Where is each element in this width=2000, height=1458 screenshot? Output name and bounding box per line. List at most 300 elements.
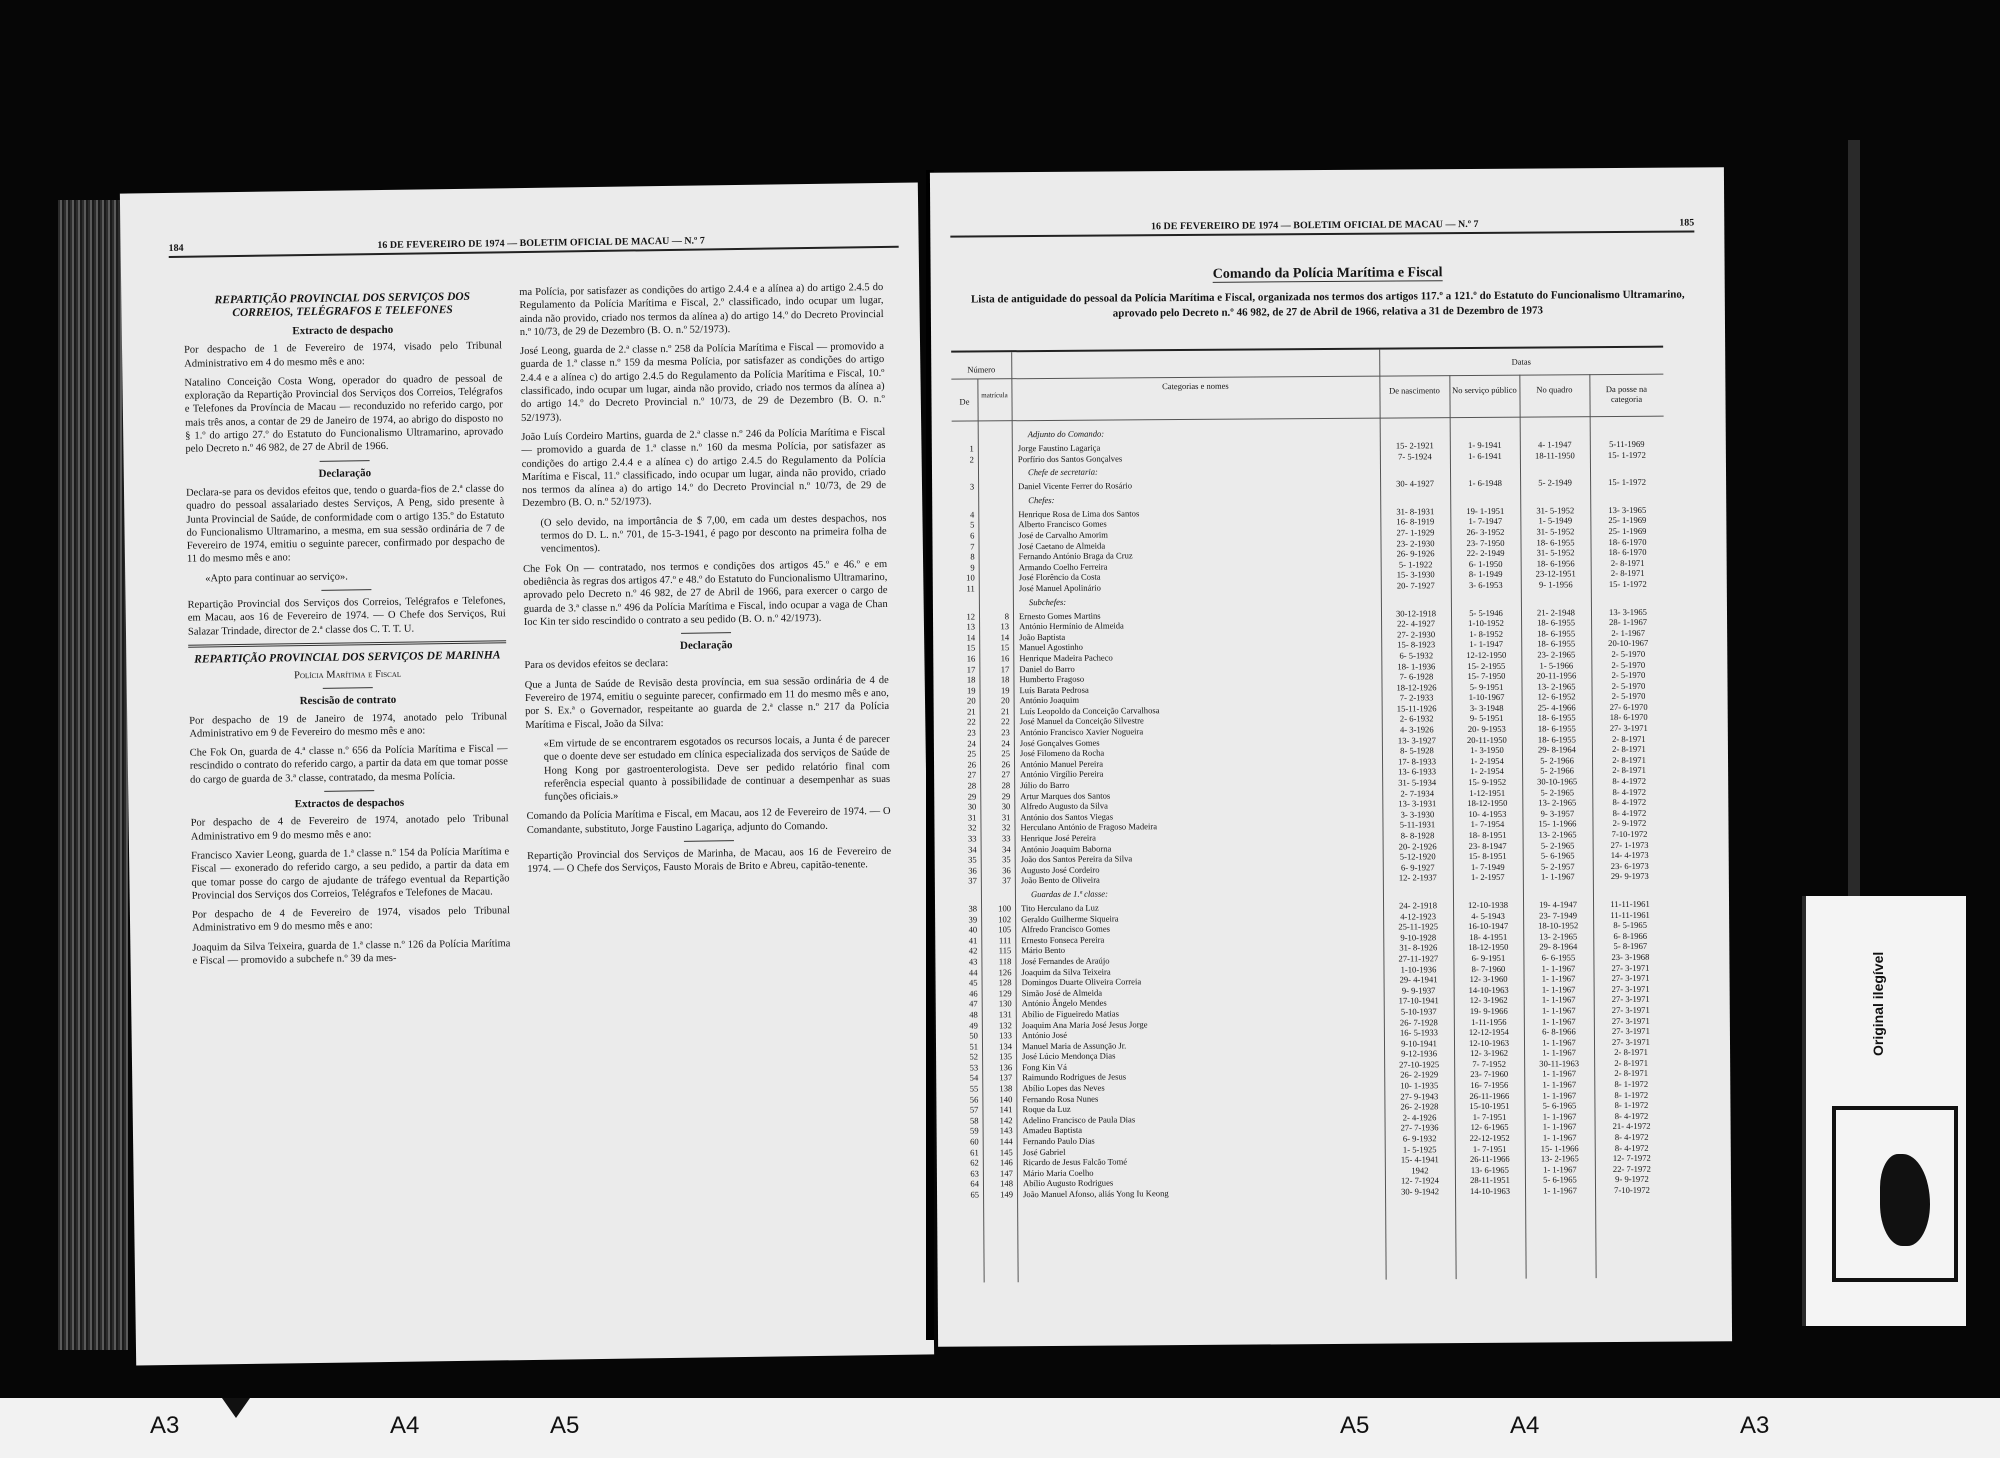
table-cell-d3: 19- 4-1947 [1539, 899, 1578, 910]
table-cell-a: 6 [970, 530, 975, 541]
table-cell-d4: 5- 8-1967 [1613, 941, 1648, 952]
table-cell-d4: 7-10-1972 [1611, 828, 1648, 840]
table-cell-d2: 7- 7-1952 [1472, 1058, 1507, 1069]
heading-declaracao: Declaração [318, 466, 372, 480]
table-cell-d3: 4- 1-1947 [1537, 439, 1572, 450]
table-cell-b: 144 [999, 1136, 1013, 1147]
table-cell-b [978, 454, 1012, 465]
table-cell-a: 29 [967, 791, 977, 802]
table-cell-name: Henrique Madeira Pacheco [1019, 652, 1113, 664]
table-cell-b: 20 [1000, 695, 1010, 706]
table-cell-name: José Fernandes de Araújo [1021, 955, 1110, 967]
table-cell-d1: 10- 1-1935 [1400, 1080, 1439, 1091]
table-cell-d3: 18-10-1952 [1538, 920, 1579, 931]
left-running-head [169, 233, 899, 258]
table-cell-name: Abílio de Figueiredo Matias [1021, 1008, 1119, 1020]
table-cell-a: 25 [967, 748, 977, 759]
table-cell-d2: 8- 1-1949 [1468, 569, 1503, 580]
table-cell-a: 35 [968, 854, 977, 865]
table-cell-b [978, 509, 1012, 520]
table-cell-d4: 20-10-1967 [1608, 638, 1649, 649]
table-cell-d1: 5-10-1937 [1400, 1006, 1437, 1017]
left-column-2 [519, 281, 891, 883]
table-cell-d1: 31- 5-1934 [1398, 777, 1437, 788]
table-cell-name: Adelino Francisco de Paula Dias [1022, 1114, 1136, 1126]
table-cell-name: António Manuel Pereira [1020, 758, 1104, 770]
table-cell-d2: 22- 2-1949 [1466, 547, 1505, 559]
table-cell-d2: 19- 9-1966 [1469, 1005, 1508, 1016]
table-cell-b: 19 [1000, 684, 1010, 695]
table-cell-d2: 12-10-1963 [1468, 1037, 1510, 1048]
table-cell-a: 34 [968, 844, 977, 855]
table-cell-b: 16 [1000, 653, 1010, 664]
table-cell-d1: 30-12-1918 [1395, 607, 1437, 619]
table-cell-d3: 1- 1-1967 [1542, 1111, 1577, 1122]
table-cell-d2: 3- 3-1948 [1469, 702, 1504, 713]
heading-extracto: Extracto de despacho [292, 323, 394, 338]
left-page-number: 184 [168, 242, 184, 254]
table-cell-a: 63 [970, 1168, 979, 1179]
table-cell-d3: 5- 6-1965 [1543, 1174, 1577, 1185]
table-cell-a: 11 [966, 583, 975, 594]
table-cell-d4: 8- 4-1972 [1614, 1142, 1649, 1153]
table-cell-b [978, 520, 1012, 531]
table-cell-d4: 5-11-1969 [1609, 438, 1645, 450]
table-cell-a: 32 [967, 822, 977, 833]
table-cell-d3: 5- 2-1957 [1540, 861, 1575, 872]
table-cell-d1: 30- 9-1942 [1401, 1186, 1440, 1197]
table-cell-b: 32 [1001, 822, 1011, 833]
table-cell-d2: 23- 8-1947 [1468, 840, 1507, 851]
table-cell-d4: 13- 3-1965 [1608, 504, 1647, 515]
table-cell-d3: 13- 2-1965 [1538, 829, 1577, 840]
table-cell-d4: 2- 5-1970 [1611, 648, 1646, 659]
table-cell-b: 128 [998, 977, 1012, 988]
table-cell-d3: 13- 2-1965 [1539, 931, 1578, 942]
table-cell-d2: 18- 4-1951 [1469, 931, 1508, 942]
table-cell-d2: 20-11-1950 [1466, 734, 1507, 745]
header-posse: Da posse na categoria [1605, 383, 1648, 405]
table-cell-name: Mário Bento [1021, 945, 1066, 956]
table-cell-d3: 1- 1-1967 [1541, 1015, 1576, 1027]
table-cell-b: 24 [1001, 737, 1010, 748]
table-cell-d4: 2- 8-1971 [1612, 744, 1646, 755]
table-cell-d1: 27-11-1927 [1398, 953, 1439, 964]
table-cell-a: 36 [968, 865, 977, 876]
paragraph: (O selo devido, na importância de $ 7,00, em cada um destes despachos, nos termos do D. L. n.º 701, de 15-3-1941, é pago por desconto na primeira folha de vencimentos). [540, 512, 887, 556]
table-cell-d4: 2- 5-1970 [1611, 691, 1646, 702]
paragraph: Declara-se para os devidos efeitos que, tendo o guarda-fios de 2.ª classe do quadro do pessoal assalariado destes Serviços, A Peng, sido presente à Junta Provincial de Saúde, de conformidade com o artigo 135.º do Estatuto do Funcionalismo Ultramarino, a mesma, em sua sessão ordinária de 7 de Fevereiro de 1974, emitiu o seguinte parecer, confirmado por despacho de 11 do mesmo mês e ano: [185, 483, 505, 566]
table-cell-d2: 1-11-1956 [1471, 1016, 1507, 1027]
table-cell-d4: 6- 8-1966 [1613, 930, 1648, 941]
table-cell-d2: 23- 7-1950 [1466, 537, 1505, 548]
table-cell-d3: 1- 1-1967 [1541, 994, 1576, 1005]
table-cell-d1: 18-12-1926 [1396, 681, 1437, 693]
table-cell-name: Humberto Fragoso [1019, 673, 1085, 685]
table-cell-a: 4 [969, 509, 975, 520]
table-cell-d2: 1- 2-1954 [1470, 766, 1504, 777]
table-cell-d3: 1- 1-1967 [1542, 1132, 1577, 1143]
table-cell-a: 26 [967, 759, 977, 770]
table-cell-a: 31 [967, 812, 977, 823]
table-cell-name: Alfredo Francisco Gomes [1021, 923, 1111, 935]
table-cell-name: Fong Kin Vá [1022, 1061, 1067, 1073]
table-cell-d1: 27- 2-1930 [1397, 628, 1436, 640]
table-cell-a: 16 [966, 653, 976, 664]
table-cell-a: 10 [966, 572, 975, 583]
table-cell-d3: 15- 1-1966 [1538, 818, 1577, 829]
table-cell-name: Simão José de Almeida [1021, 987, 1103, 998]
table-cell-a: 2 [969, 454, 974, 465]
table-cell-b [978, 481, 1012, 492]
table-cell-name: Daniel do Barro [1019, 663, 1075, 674]
header-ordem: De [959, 396, 970, 407]
paragraph: Natalino Conceição Costa Wong, operador do quadro de pessoal de exploração da Repartição Provincial dos Serviços dos Correios, Telégrafos e Telefones da Província de Macau — reconduzido no referido cargo, por mais três anos, a contar de 29 de Janeiro de 1974, ao abrigo do disposto no § 1.º do artigo 27.º do Estatuto do Funcionalismo Ultramarino, aprovado pelo Decreto n.º 46 982, de 27 de Abril de 1966. [184, 373, 504, 456]
table-cell-d2: 9- 5-1951 [1469, 713, 1504, 724]
table-cell-d4: 11-11-1961 [1610, 898, 1650, 910]
table-cell-b: 136 [999, 1062, 1013, 1073]
table-cell-d3: 18- 6-1955 [1537, 712, 1576, 724]
table-cell-a: 65 [970, 1189, 980, 1200]
quote: «Apto para continuar ao serviço». [205, 571, 348, 585]
table-cell-d3: 6- 8-1966 [1542, 1026, 1576, 1037]
table-cell-a: 49 [969, 1019, 978, 1031]
table-cell-a: 30 [967, 801, 977, 812]
table-cell-name: João Bento de Oliveira [1020, 874, 1100, 886]
table-cell-a: 19 [966, 685, 976, 696]
table-cell-a: 15 [966, 642, 976, 653]
table-cell-b: 105 [998, 924, 1012, 935]
table-cell-d1: 4-12-1923 [1400, 910, 1437, 922]
table-cell-a: 57 [969, 1104, 979, 1115]
table-cell-a: 59 [969, 1125, 979, 1136]
table-cell-d1: 13- 6-1933 [1398, 766, 1437, 777]
table-cell-a: 52 [969, 1051, 979, 1062]
film-mark: A4 [1510, 1412, 1540, 1439]
right-page-number: 185 [1679, 217, 1695, 229]
left-column-1 [183, 286, 511, 974]
film-marker-triangle [222, 1398, 250, 1418]
table-cell-d2: 16-10-1947 [1468, 920, 1509, 932]
group-title: Guardas de 1.ª classe: [1030, 888, 1108, 900]
table-cell-name: Domingos Duarte Oliveira Correia [1021, 976, 1142, 988]
table-cell-d4: 8- 4-1972 [1612, 807, 1647, 818]
table-cell-d1: 17- 8-1933 [1398, 756, 1437, 767]
table-cell-name: Porfírio dos Santos Gonçalves [1017, 453, 1123, 464]
header-matricula: matrícula [981, 391, 1008, 400]
table-cell-d4: 2- 5-1970 [1611, 669, 1646, 681]
table-cell-b [979, 583, 1013, 594]
table-cell-a: 22 [967, 716, 976, 728]
table-cell-d2: 14-10-1963 [1469, 1185, 1511, 1197]
table-cell-d2: 15- 7-1950 [1467, 670, 1506, 682]
table-cell-d4: 27- 1-1973 [1610, 839, 1649, 850]
table-cell-b: 102 [998, 913, 1012, 924]
heading-rescisao: Rescisão de contrato [299, 694, 397, 708]
table-cell-name: Ricardo de Jesus Falcão Tomé [1022, 1156, 1128, 1168]
table-cell-a: 18 [966, 674, 976, 685]
table-cell-a: 53 [969, 1062, 979, 1073]
table-cell-d1: 18- 1-1936 [1397, 660, 1436, 672]
table-cell-d4: 8- 4-1972 [1612, 797, 1647, 808]
table-cell-d2: 1- 9-1941 [1467, 439, 1502, 451]
table-cell-d3: 23- 7-1949 [1539, 909, 1578, 921]
table-cell-d3: 1- 5-1949 [1538, 515, 1573, 526]
table-cell-name: Augusto José Cordeiro [1020, 864, 1100, 875]
table-cell-d4: 15- 1-1972 [1607, 449, 1646, 460]
table-cell-name: Artur Marques dos Santos [1020, 790, 1111, 801]
table-cell-b: 33 [1001, 833, 1011, 844]
group-title: Chefes: [1028, 494, 1055, 505]
table-cell-d1: 9- 9-1937 [1401, 984, 1436, 996]
table-cell-d1: 7- 6-1928 [1399, 671, 1434, 682]
film-mark: A5 [1340, 1412, 1370, 1439]
heading-extractos: Extractos de despachos [294, 796, 405, 811]
table-cell-d1: 27- 1-1929 [1396, 527, 1435, 538]
table-cell-d1: 25-11-1925 [1398, 921, 1439, 932]
table-cell-d1: 27- 9-1943 [1400, 1090, 1439, 1102]
group-title: Chefe de secretaria: [1027, 466, 1098, 478]
subsection-title: Polícia Marítima e Fiscal [293, 668, 402, 682]
table-cell-b: 115 [998, 945, 1012, 956]
table-cell-b: 31 [1001, 812, 1011, 823]
table-cell-a: 61 [970, 1147, 979, 1158]
table-cell-a: 21 [967, 706, 976, 717]
table-cell-d4: 8- 4-1972 [1614, 1131, 1649, 1143]
table-cell-d1: 30- 4-1927 [1396, 478, 1435, 489]
paragraph: Repartição Provincial dos Serviços dos Correios, Telégrafos e Telefones, em Macau, aos 16 de Fevereiro de 1974. — O Chefe dos Serviços, Rui Salazar Trindade, director de 2.ª classe dos C. T. T. U. [187, 595, 506, 638]
table-cell-d4: 13- 3-1965 [1608, 606, 1647, 617]
paragraph: Por despacho de 4 de Fevereiro de 1974, visados pelo Tribunal Administrativo em 9 do mesmo mês e ano: [191, 905, 510, 935]
table-cell-d4: 27- 3-1971 [1611, 972, 1650, 984]
header-categorias: Categorias e nomes [1162, 380, 1229, 392]
divider [321, 589, 371, 591]
paragraph: Comando da Polícia Marítima e Fiscal, em Macau, aos 12 de Fevereiro de 1974. — O Comandante, substituto, Jorge Faustino Lagariça, adjunto do Comando. [526, 806, 891, 836]
paragraph: Francisco Xavier Leong, guarda de 1.ª classe n.º 154 da Polícia Marítima e Fiscal — exonerado do referido cargo, a seu pedido, a partir da data em que tomar posse do cargo de ajudante de tráfego eventual da Repartição Provincial dos Serviços dos Correios, Telégrafos e Telefones de Macau. [191, 846, 510, 902]
table-cell-a: 58 [969, 1115, 979, 1126]
table-cell-b: 149 [1000, 1189, 1014, 1200]
table-cell-d3: 20-11-1956 [1536, 670, 1577, 681]
table-cell-b: 22 [1001, 716, 1010, 727]
table-cell-b: 145 [999, 1146, 1013, 1157]
table-cell-b: 28 [1001, 780, 1011, 791]
table-cell-d4: 18- 6-1970 [1608, 546, 1647, 558]
table-cell-d3: 1- 1-1967 [1542, 1079, 1577, 1090]
table-cell-d3: 18- 6-1955 [1537, 733, 1576, 745]
table-cell-d3: 5- 2-1965 [1540, 786, 1575, 798]
table-cell-d1: 3- 3-1930 [1400, 809, 1435, 820]
table-cell-d1: 15-11-1926 [1396, 703, 1437, 714]
table-cell-b: 35 [1002, 854, 1011, 865]
paragraph: Repartição Provincial dos Serviços de Marinha, de Macau, aos 16 de Fevereiro de 1974. — O Chefe dos Serviços, Fausto Morais de Brito e Abreu, capitão-tenente. [527, 845, 892, 876]
table-cell-a: 60 [970, 1136, 979, 1147]
table-cell-b: 132 [998, 1019, 1012, 1030]
table-cell-b: 15 [1000, 642, 1010, 653]
table-cell-d4: 29- 9-1973 [1610, 871, 1649, 882]
right-running-head [950, 217, 1694, 237]
table-cell-b: 147 [999, 1168, 1013, 1179]
table-cell-d4: 7-10-1972 [1614, 1184, 1650, 1196]
table-cell-d2: 18-12-1950 [1467, 797, 1508, 809]
table-cell-a: 64 [970, 1178, 980, 1189]
film-mark: A5 [550, 1412, 580, 1439]
table-cell-name: Joaquim da Silva Teixeira [1021, 966, 1111, 977]
table-cell-d1: 8- 5-1928 [1400, 745, 1434, 756]
film-mark: A4 [390, 1412, 420, 1439]
table-cell-d4: 27- 3-1971 [1611, 994, 1650, 1005]
table-cell-d1: 22- 4-1927 [1397, 618, 1436, 629]
table-cell-a: 51 [969, 1041, 979, 1052]
table-cell-d2: 5- 9-1951 [1469, 681, 1504, 692]
table-cell-a: 27 [967, 769, 977, 780]
table-cell-name: José Caetano de Almeida [1018, 540, 1106, 551]
paragraph: Che Fok On, guarda de 4.ª classe n.º 656 da Polícia Marítima e Fiscal — rescindido o contrato do referido cargo, a partir da data em que tomar posse do cargo de guarda de 3.ª classe, contratado, da mesma Polícia. [189, 743, 508, 786]
table-cell-d3: 29- 8-1964 [1537, 744, 1576, 755]
table-cell-name: José Lúcio Mendonça Dias [1022, 1050, 1116, 1062]
table-cell-b: 134 [999, 1040, 1013, 1052]
table-cell-name: Ernesto Gomes Martins [1018, 610, 1101, 621]
table-cell-b: 8 [1004, 610, 1010, 621]
table-cell-b: 37 [1002, 875, 1011, 886]
table-cell-d4: 9- 9-1972 [1615, 1174, 1649, 1185]
table-cell-b: 111 [998, 934, 1012, 946]
table-cell-name: José Filomeno da Rocha [1019, 747, 1105, 759]
table-cell-d4: 27- 3-1971 [1611, 962, 1650, 973]
section-title-ctt: REPARTIÇÃO PROVINCIAL DOS SERVIÇOS DOS CORREIOS, TELÉGRAFOS E TELEFONES [214, 290, 471, 320]
table-cell-name: Roque da Luz [1022, 1104, 1071, 1115]
group-title: Adjunto do Comando: [1027, 428, 1105, 440]
paragraph: Por despacho de 19 de Janeiro de 1974, anotado pelo Tribunal Administrativo em 9 de Fevereiro do mesmo mês e ano: [189, 710, 508, 740]
table-cell-a: 55 [969, 1083, 979, 1094]
table-cell-b: 29 [1001, 790, 1011, 801]
table-cell-d2: 1- 7-1954 [1470, 819, 1505, 830]
table-cell-name: António Francisco Xavier Nogueira [1019, 726, 1144, 738]
table-cell-d2: 19- 1-1951 [1466, 505, 1505, 516]
table-cell-name: Fernando Rosa Nunes [1022, 1093, 1099, 1104]
table-cell-d3: 1- 1-1967 [1542, 1121, 1577, 1132]
table-cell-d2: 1- 6-1948 [1468, 477, 1502, 489]
divider [320, 460, 370, 462]
table-cell-a: 50 [969, 1030, 978, 1041]
divider [188, 640, 506, 647]
table-cell-b: 100 [998, 903, 1012, 914]
table-cell-a: 9 [970, 562, 975, 573]
table-cell-name: João Baptista [1019, 631, 1066, 642]
table-cell-b: 34 [1002, 843, 1011, 854]
table-cell-b: 137 [999, 1072, 1013, 1083]
table-cell-d2: 12-12-1950 [1466, 649, 1507, 660]
table-cell-d4: 28- 1-1967 [1609, 616, 1648, 628]
table-cell-d1: 1-10-1936 [1400, 963, 1437, 975]
table-cell-b: 141 [999, 1104, 1013, 1115]
table-cell-name: Joaquim Ana Maria José Jesus Jorge [1021, 1018, 1148, 1030]
table-cell-d3: 31- 5-1952 [1536, 547, 1575, 558]
film-mark: A3 [150, 1412, 180, 1439]
table-cell-d3: 25- 4-1966 [1537, 702, 1576, 713]
list-title: Lista de antiguidade do pessoal da Polícia Marítima e Fiscal, organizada nos termos dos artigos 117.º a 121.º do Estatuto do Funcionalismo Ultramarino, aprovado pelo Decreto n.º 46 982, de 27 de Abril de 1966, relativa a 31 de Dezembro de 1973 [970, 288, 1685, 320]
table-cell-a: 3 [969, 481, 975, 492]
table-cell-d1: 24- 2-1918 [1399, 900, 1438, 911]
divider [323, 687, 373, 689]
table-cell-d4: 18- 6-1970 [1609, 712, 1648, 723]
table-cell-b: 126 [998, 966, 1012, 977]
table-cell-d1: 15- 2-1921 [1395, 440, 1434, 451]
table-cell-d3: 1- 1-1967 [1542, 1068, 1577, 1080]
table-cell-d4: 22- 7-1972 [1612, 1163, 1651, 1174]
table-cell-name: Amadeu Baptista [1022, 1125, 1083, 1136]
table-cell-d2: 15- 9-1952 [1468, 776, 1507, 788]
table-cell-d1: 23- 2-1930 [1396, 537, 1435, 549]
paragraph: Por despacho de 4 de Fevereiro de 1974, anotado pelo Tribunal Administrativo em 9 do mesmo mês e ano: [190, 813, 509, 843]
quote: «Em virtude de se encontrarem esgotados os recursos locais, a Junta é de parecer que o doente deve ser estudado em clínica especializada dos serviços de Saúde de Hong Kong por gastroenterologista. Deve ser pedido relatório final com referência especial quanto à possibilidade de continuar a desempenhar as suas funções oficiais.» [543, 733, 891, 803]
table-cell-b: 135 [999, 1051, 1013, 1062]
table-cell-d3: 9- 1-1956 [1538, 579, 1573, 590]
tag-label: Original ilegível [1870, 951, 1886, 1056]
table-cell-a: 56 [969, 1094, 979, 1105]
paragraph: José Leong, guarda de 2.ª classe n.º 258 da Polícia Marítima e Fiscal — promovido a guarda de 1.ª classe n.º 159 da mesma Polícia, por satisfazer as condições do artigo 2.4.4 e a alínea c) do artigo 2.4.5 do Regulamento da Polícia Marítima e Fiscal, 10.º classificado, indo ocupar um lugar, ainda não provido, criado nos termos da alínea a) do artigo 14.º do Decreto Provincial n.º 10/73, de 29 de Dezembro (B. O. n.º 52/1973). [520, 341, 885, 424]
table-cell-b: 27 [1001, 769, 1011, 780]
table-cell-d3: 1- 5-1966 [1539, 659, 1574, 671]
table-cell-name: Júlio do Barro [1020, 779, 1070, 791]
table-cell-d2: 12- 3-1962 [1469, 995, 1508, 1006]
table-cell-b [979, 551, 1013, 562]
table-cell-d1: 7- 5-1924 [1398, 450, 1432, 462]
table-cell-a: 1 [969, 443, 974, 454]
table-cell-d4: 15- 1-1972 [1608, 476, 1647, 488]
table-cell-name: Luís Barata Pedrosa [1019, 684, 1089, 695]
table-cell-d2: 1- 6-1941 [1468, 450, 1502, 461]
table-cell-d3: 1- 1-1967 [1543, 1185, 1577, 1196]
table-cell-d3: 30-10-1965 [1537, 776, 1578, 787]
table-cell-name: António Hermínio de Almeida [1019, 620, 1124, 632]
table-cell-d4: 2- 8-1971 [1614, 1047, 1648, 1058]
table-cell-a: 8 [970, 551, 975, 562]
table-cell-d1: 6- 9-1932 [1402, 1133, 1437, 1144]
table-cell-d3: 1- 1-1967 [1543, 1164, 1577, 1175]
table-cell-d2: 1- 7-1951 [1472, 1143, 1507, 1154]
table-cell-b: 36 [1002, 865, 1011, 876]
table-cell-name: Mário Maria Coelho [1022, 1167, 1094, 1178]
table-cell-d2: 18-12-1950 [1468, 942, 1509, 953]
film-tape [1848, 140, 1860, 900]
table-cell-d3: 13- 2-1965 [1540, 1153, 1579, 1164]
left-header-title: 16 DE FEVEREIRO DE 1974 — BOLETIM OFICIAL DE MACAU — N.º 7 [377, 235, 705, 252]
table-cell-a: 42 [968, 945, 978, 956]
table-cell-d1: 9-12-1936 [1401, 1048, 1438, 1059]
paragraph: Para os devidos efeitos se declara: [524, 658, 669, 672]
table-cell-d1: 26- 2-1929 [1400, 1069, 1439, 1080]
table-cell-name: António Joaquim Baborna [1020, 843, 1112, 854]
table-cell-name: José Gonçalves Gomes [1019, 737, 1100, 748]
table-cell-d4: 27- 3-1971 [1611, 1004, 1650, 1015]
table-cell-name: Manuel Agostinho [1019, 642, 1084, 653]
table-cell-d1: 2- 4-1926 [1402, 1112, 1437, 1123]
table-cell-d3: 1- 1-1967 [1542, 1047, 1576, 1058]
table-cell-d3: 5- 6-1965 [1542, 1100, 1577, 1111]
table-cell-d1: 26- 7-1928 [1399, 1016, 1438, 1028]
table-cell-d1: 9-10-1928 [1400, 932, 1437, 943]
table-cell-b: 131 [998, 1009, 1012, 1020]
table-cell-name: António Joaquim [1019, 695, 1080, 706]
table-cell-d4: 23- 6-1973 [1610, 860, 1649, 871]
table-cell-name: Manuel Maria de Assunção Jr. [1021, 1040, 1127, 1051]
table-cell-a: 33 [967, 833, 977, 844]
table-cell-d4: 15- 1-1972 [1608, 578, 1647, 589]
table-cell-d2: 22-12-1952 [1469, 1132, 1510, 1144]
table-cell-name: António dos Santos Viegas [1020, 811, 1114, 822]
table-cell-d1: 29- 4-1941 [1399, 974, 1438, 985]
table-cell-b [978, 530, 1012, 541]
